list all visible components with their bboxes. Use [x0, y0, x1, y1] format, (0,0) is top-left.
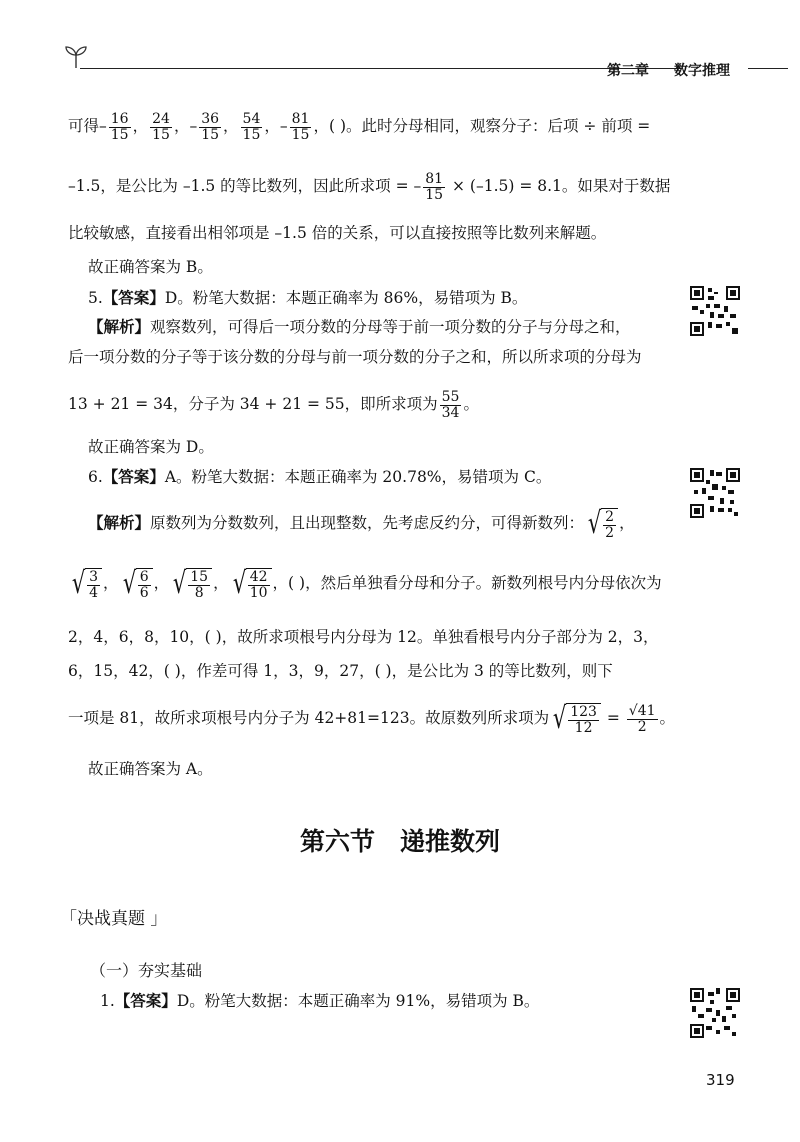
- answer-line: 故正确答案为 D。: [88, 438, 214, 456]
- text-line-7: 后一项分数的分子等于该分数的分母与前一项分数的分子之和，所以所求项的分母为: [68, 348, 642, 366]
- text-line-2: –1.5，是公比为 –1.5 的等比数列，因此所求项 = – $\frac{81}{15}$ × (–1.5) = 8.1。如果对于数据: [68, 171, 671, 203]
- text-line-3: 比较敏感，直接看出相邻项是 –1.5 倍的关系，可以直接按照等比数列来解题。: [68, 224, 607, 242]
- sqrt-fraction: √ $\frac{6}{6}$: [120, 568, 153, 600]
- chapter-label: 第二章: [607, 63, 649, 79]
- fraction: $\frac{81}{15}$: [425, 171, 444, 203]
- text-line-15: 一项是 81，故所求项根号内分子为 42+81=123。故原数列所求项为 √ $\frac{123}{12}$ = $\frac{√41}{2}$ 。: [68, 701, 676, 737]
- qr-code-icon[interactable]: [690, 468, 740, 518]
- fraction: $\frac{36}{15}$: [201, 111, 220, 143]
- q6-answer: 6.【答案】A。粉笔大数据：本题正确率为 20.78%，易错项为 C。: [88, 468, 552, 486]
- fraction: $\frac{81}{15}$: [291, 111, 310, 143]
- sqrt-fraction: √ $\frac{42}{10}$: [230, 568, 272, 600]
- fraction: $\frac{√41}{2}$: [628, 703, 656, 735]
- text-line-13: 2，4，6，8，10，( )，故所求项根号内分母为 12。单独看根号内分子部分为 2，3，: [68, 628, 659, 646]
- qr-code-icon[interactable]: [690, 988, 740, 1038]
- page-number: 319: [706, 1071, 735, 1089]
- answer-line: 故正确答案为 A。: [88, 760, 213, 778]
- sqrt-fraction: √ $\frac{2}{2}$: [585, 508, 618, 540]
- text-line-1: 可得– $\frac{16}{15}$ ， $\frac{24}{15}$ ，– $\frac{36}{15}$ ， $\frac{54}{15}$ ，– $\frac{81}{15}$ ，( )。此时分母相同，观察分子：后项 ÷ 前项 =: [68, 111, 651, 143]
- text-line-8: 13 + 21 = 34，分子为 34 + 21 = 55，即所求项为 $\frac{55}{34}$ 。: [68, 389, 479, 421]
- header-rule: [80, 68, 680, 69]
- sprout-logo-icon: [62, 42, 90, 70]
- fraction: $\frac{24}{15}$: [152, 111, 170, 143]
- subhead: 「决战真题 」: [60, 909, 168, 929]
- sqrt-fraction: √ $\frac{123}{12}$: [550, 703, 601, 735]
- q5-analysis: 【解析】观察数列，可得后一项分数的分母等于前一项分数的分子与分母之和，: [88, 318, 631, 336]
- q1-answer: 1.【答案】D。粉笔大数据：本题正确率为 91%，易错项为 B。: [100, 992, 540, 1010]
- answer-line: 故正确答案为 B。: [88, 258, 213, 276]
- subsub-head: （一）夯实基础: [90, 961, 203, 980]
- fraction: $\frac{54}{15}$: [242, 111, 261, 143]
- q6-analysis: 【解析】原数列为分数数列，且出现整数，先考虑反约分，可得新数列： √ $\frac{2}{2}$ ，: [88, 506, 635, 542]
- sqrt-fraction: √ $\frac{3}{4}$: [69, 568, 102, 600]
- text-line-12: √ $\frac{3}{4}$ ， √ $\frac{6}{6}$ ， √ $\frac{15}{8}$ ， √ $\frac{42}{10}$ ，( )，然后单独看分母和分子。新数列根号内分母依次为: [68, 568, 662, 600]
- qr-code-icon[interactable]: [690, 286, 740, 336]
- sqrt-fraction: √ $\frac{15}{8}$: [170, 568, 212, 600]
- header-rule-right: [748, 68, 788, 69]
- chapter-title: 数字推理: [674, 63, 730, 79]
- fraction: $\frac{55}{34}$: [441, 389, 460, 421]
- section-title: 第六节 递推数列: [299, 827, 500, 856]
- text-line-14: 6，15，42，( )，作差可得 1，3，9，27，( )，是公比为 3 的等比数列，则下: [68, 662, 613, 680]
- q5-answer: 5.【答案】D。粉笔大数据：本题正确率为 86%，易错项为 B。: [88, 289, 528, 307]
- fraction: $\frac{16}{15}$: [110, 111, 129, 143]
